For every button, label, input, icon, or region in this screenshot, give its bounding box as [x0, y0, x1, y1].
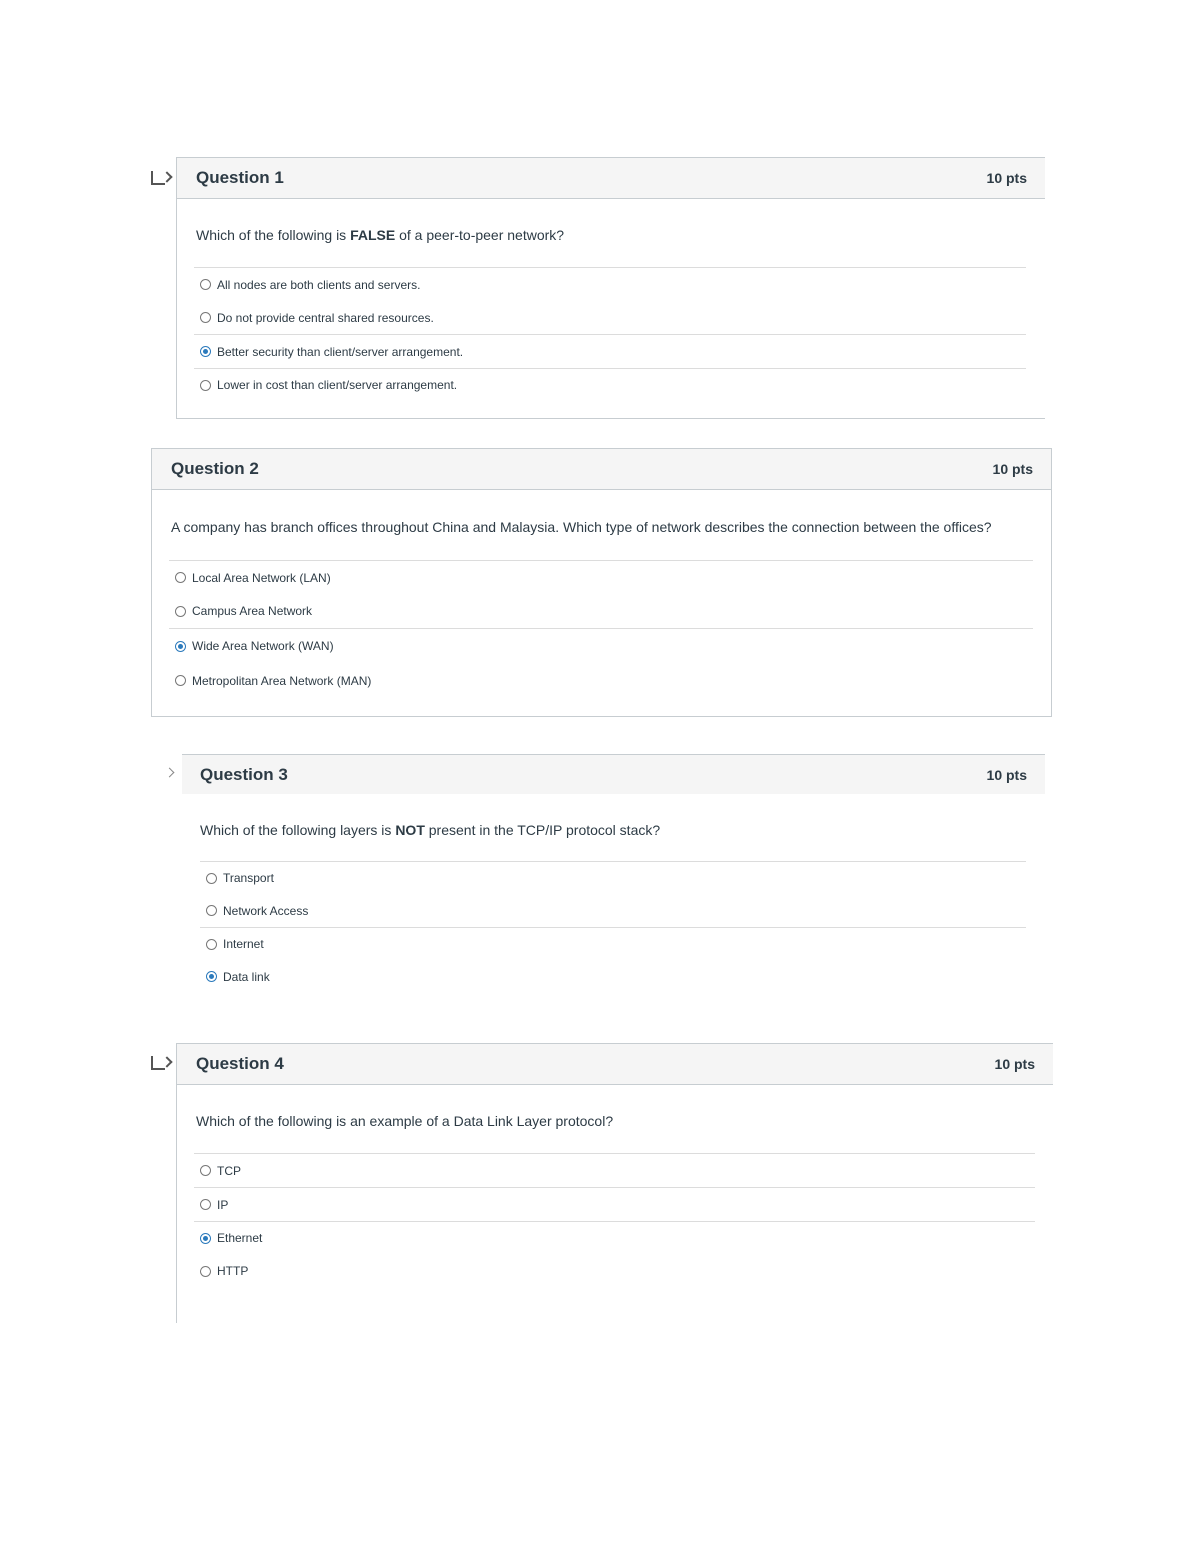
- question-header: [177, 158, 1045, 199]
- radio-button-selected[interactable]: [206, 971, 217, 982]
- answer-label: Ethernet: [217, 1231, 263, 1245]
- answer-option[interactable]: [169, 594, 1033, 628]
- answer-option[interactable]: [194, 301, 1026, 334]
- radio-button[interactable]: [175, 572, 186, 583]
- answer-option[interactable]: [194, 267, 1026, 301]
- answer-option[interactable]: [194, 1254, 1035, 1288]
- answer-label: Lower in cost than client/server arrangement.: [217, 378, 458, 392]
- question-text: A company has branch offices throughout China and Malaysia. Which type of network describes the connection between the offices?: [171, 519, 992, 535]
- answer-label: HTTP: [217, 1264, 249, 1278]
- radio-button[interactable]: [175, 675, 186, 686]
- answer-list: [169, 560, 1033, 698]
- answer-label: Metropolitan Area Network (MAN): [192, 673, 372, 688]
- question-title: Question 1: [196, 168, 284, 187]
- question-card-1: [176, 157, 1045, 419]
- answer-option[interactable]: [200, 894, 1026, 927]
- radio-button[interactable]: [200, 279, 211, 290]
- radio-button[interactable]: [206, 939, 217, 950]
- answer-label: All nodes are both clients and servers.: [217, 277, 421, 292]
- radio-button[interactable]: [200, 1165, 211, 1176]
- answer-label: Network Access: [223, 903, 309, 918]
- question-points: 10 pts: [986, 170, 1027, 186]
- answer-label: Wide Area Network (WAN): [192, 639, 334, 653]
- radio-button[interactable]: [200, 312, 211, 323]
- radio-button-selected[interactable]: [200, 1233, 211, 1244]
- answer-option[interactable]: [200, 960, 1026, 993]
- question-title: Question 2: [171, 459, 259, 478]
- radio-button[interactable]: [200, 380, 211, 391]
- answer-option[interactable]: [194, 1153, 1035, 1187]
- radio-button-selected[interactable]: [200, 346, 211, 357]
- question-header: [152, 449, 1051, 490]
- question-title: Question 3: [200, 764, 288, 784]
- radio-button[interactable]: [206, 873, 217, 884]
- question-card-3: [182, 754, 1045, 994]
- answer-label: Internet: [223, 937, 264, 951]
- answer-label: IP: [217, 1197, 229, 1212]
- flag-icon[interactable]: [151, 171, 165, 185]
- answer-list: [194, 1153, 1035, 1288]
- radio-button-selected[interactable]: [175, 641, 186, 652]
- answer-option[interactable]: [194, 1221, 1035, 1254]
- question-points: 10 pts: [994, 1056, 1035, 1072]
- answer-label: Campus Area Network: [192, 604, 313, 618]
- question-text: Which of the following is an example of a Data Link Layer protocol?: [196, 1113, 614, 1129]
- answer-option[interactable]: [194, 334, 1026, 368]
- question-title: Question 4: [196, 1054, 284, 1073]
- question-points: 10 pts: [986, 766, 1027, 783]
- question-header: [177, 1044, 1053, 1085]
- answer-option[interactable]: [194, 1187, 1035, 1221]
- answer-label: Do not provide central shared resources.: [217, 310, 434, 325]
- question-text: Which of the following is FALSE of a peer-to-peer network?: [196, 227, 565, 243]
- answer-label: Data link: [223, 969, 270, 984]
- question-text: Which of the following layers is NOT present in the TCP/IP protocol stack?: [200, 822, 661, 838]
- radio-button[interactable]: [200, 1199, 211, 1210]
- answer-list: [194, 267, 1026, 401]
- radio-button[interactable]: [175, 606, 186, 617]
- answer-option[interactable]: [169, 663, 1033, 698]
- radio-button[interactable]: [200, 1266, 211, 1277]
- flag-icon[interactable]: [151, 1056, 165, 1070]
- question-header: [182, 755, 1045, 794]
- answer-option[interactable]: [169, 560, 1033, 594]
- answer-label: Transport: [223, 871, 274, 885]
- answer-option[interactable]: [200, 861, 1026, 894]
- answer-option[interactable]: [200, 927, 1026, 960]
- question-points: 10 pts: [992, 461, 1033, 477]
- answer-label: Local Area Network (LAN): [192, 570, 331, 585]
- answer-option[interactable]: [169, 628, 1033, 663]
- radio-button[interactable]: [206, 905, 217, 916]
- answer-label: Better security than client/server arrangement.: [217, 344, 464, 359]
- answer-list: [200, 861, 1026, 993]
- answer-label: TCP: [217, 1163, 241, 1178]
- question-card-2: [151, 448, 1052, 717]
- answer-option[interactable]: [194, 368, 1026, 401]
- chevron-right-icon[interactable]: [165, 768, 175, 778]
- question-card-4: [176, 1043, 1053, 1323]
